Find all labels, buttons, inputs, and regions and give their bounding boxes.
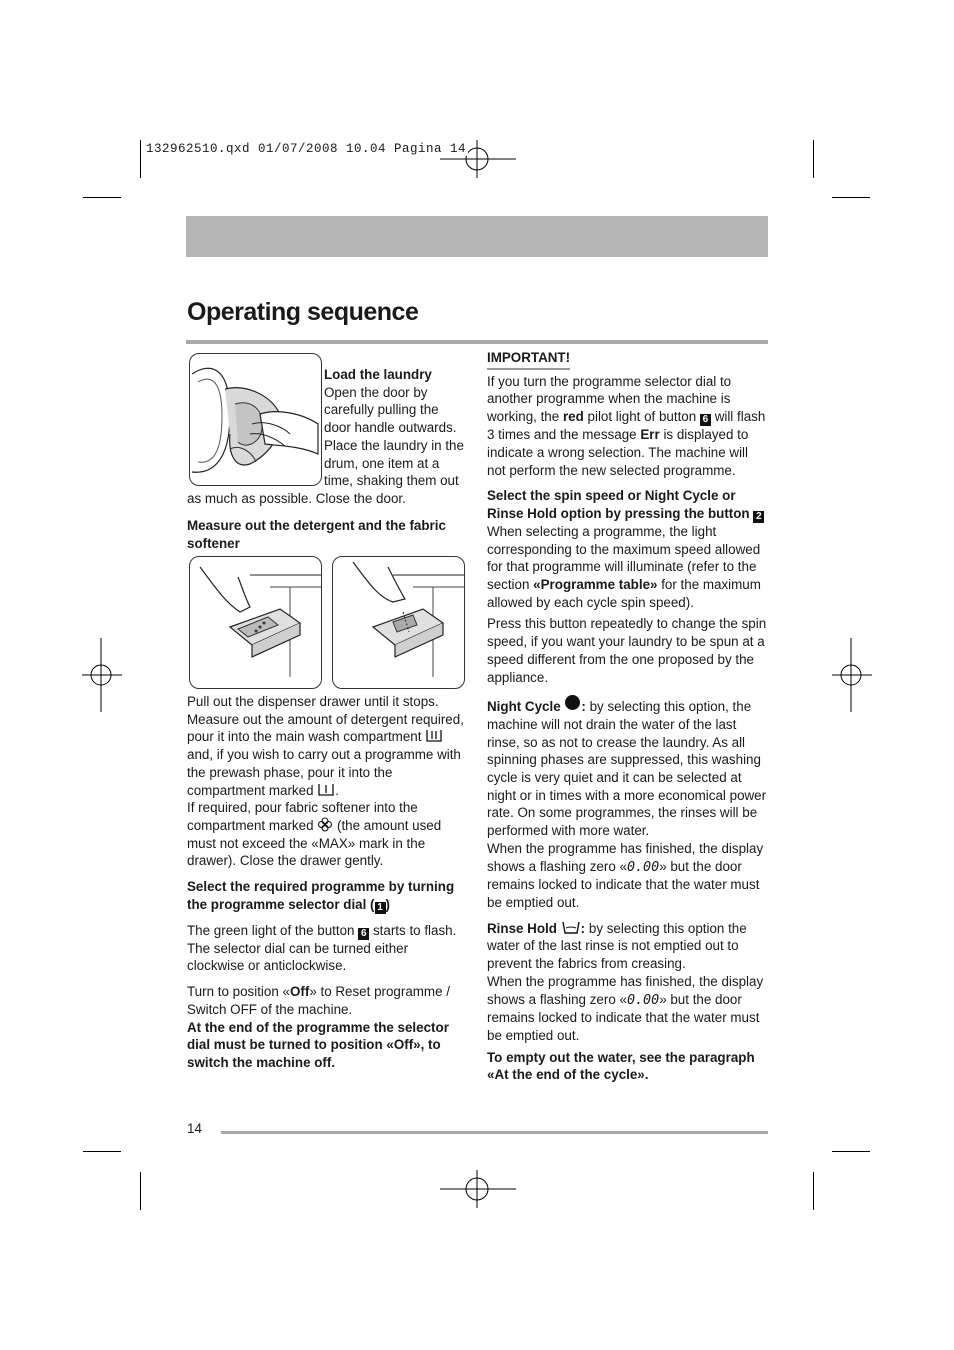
page-title: Operating sequence [187, 298, 419, 326]
crop-mark [832, 1151, 870, 1152]
load-laundry-illustration [189, 353, 322, 486]
registration-mark-icon [80, 636, 124, 716]
spin-text: Press this button repeatedly to change the spin speed, if you want your laundry to be spun at a speed different from the one proposed by the appliance. [487, 616, 767, 685]
main-wash-compartment-icon [425, 729, 443, 743]
display-zero: 0.00 [626, 992, 660, 1008]
spin-text: for the maximum allowed by each cycle spin speed). [487, 577, 761, 610]
measure-text: and, if you wish to carry out a programme with the prewash phase, pour it into the compartment marked [187, 747, 461, 798]
footer-rule [221, 1131, 768, 1134]
empty-water-note: To empty out the water, see the paragraph «At the end of the cycle». [487, 1049, 755, 1083]
turn-off-text: Turn to position « [187, 984, 290, 1000]
rinse-hold-colon: : [580, 920, 586, 936]
load-line: Open the door by [324, 384, 428, 400]
button-number-badge: 2 [753, 511, 764, 523]
crop-mark [140, 140, 141, 178]
crop-mark [832, 197, 870, 198]
load-laundry-tail [187, 490, 469, 508]
rinse-end-text: When the programme has finished, the display shows a flashing zero « [487, 973, 764, 1007]
crop-mark [83, 197, 121, 198]
crop-mark [83, 1151, 121, 1152]
off-label: Off [289, 984, 310, 1000]
dispenser-drawer-illustration-2 [332, 556, 465, 689]
softener-text: (the amount used must not exceed the «MAX» mark in the drawer). Close the drawer gently. [187, 817, 442, 869]
important-text: is displayed to indicate a wrong selection. The machine will not perform the new selected programme. [487, 427, 749, 478]
load-line: drum, one item at a [324, 455, 440, 471]
display-zero: 0.00 [626, 859, 660, 875]
left-column-lower [187, 693, 469, 1072]
load-line: carefully pulling the [324, 402, 439, 418]
fabric-softener-flower-icon [317, 817, 333, 832]
crop-mark [140, 1172, 141, 1210]
registration-mark-icon [438, 120, 518, 200]
rinse-hold-label: Rinse Hold [487, 920, 557, 936]
select-programme-heading: ) [385, 896, 390, 912]
rinse-hold-text: by selecting this option the water of the last rinse is not emptied out to prevent the fabrics from creasing. [487, 920, 747, 972]
dispenser-drawer-illustration-1 [189, 556, 322, 689]
end-of-programme-text: At the end of the programme the selector dial must be turned to position « [187, 1019, 449, 1053]
softener-text: If required, pour fabric softener into the compartment marked [187, 800, 418, 833]
load-line: door handle outwards. [324, 420, 457, 436]
err-message: Err [640, 427, 660, 443]
registration-mark-icon [438, 1150, 518, 1230]
page-number: 14 [187, 1121, 202, 1136]
select-programme-heading: Select the required programme by turning the programme selector dial ( [187, 879, 455, 912]
prewash-compartment-icon [317, 783, 335, 797]
night-cycle-colon: : [581, 699, 586, 715]
crop-mark [813, 140, 814, 178]
red-label: red [562, 409, 584, 425]
measure-heading: Measure out the detergent and the fabric softener [187, 518, 446, 551]
important-heading: IMPORTANT! [487, 349, 570, 370]
night-end-text: » but the door remains locked to indicate that the water must be emptied out. [487, 858, 760, 910]
measure-text: . [335, 782, 339, 798]
load-line: Place the laundry in the [324, 437, 464, 453]
button-number-badge: 6 [700, 414, 711, 426]
load-line: time, shaking them out [324, 473, 459, 489]
programme-table-ref: «Programme table» [533, 577, 658, 593]
green-light-text: The green light of the button [187, 922, 355, 938]
measure-text: Pull out the dispenser drawer until it stops. Measure out the amount of detergent required, pour it into the main wash compartment [187, 694, 464, 745]
off-label: Off [393, 1037, 414, 1053]
turn-off-text: » to Reset programme / Switch OFF of the machine. [187, 984, 450, 1017]
load-laundry-heading: Load the laundry [324, 367, 432, 382]
important-text: pilot light of button [587, 409, 697, 425]
button-number-badge: 1 [375, 902, 386, 914]
night-cycle-label: Night Cycle [487, 699, 561, 715]
button-number-badge: 6 [358, 928, 369, 940]
end-of-programme-text: », to switch the machine off. [187, 1037, 441, 1070]
green-light-text: starts to flash. The selector dial can be turned either clockwise or anticlockwise. [187, 922, 457, 974]
important-text: will flash 3 times and the message [487, 409, 766, 443]
spin-speed-heading: Select the spin speed or Night Cycle or Rinse Hold option by pressing the button [487, 488, 750, 521]
night-cycle-icon [564, 694, 581, 711]
important-text: If you turn the programme selector dial to another programme when the machine is working, the [487, 373, 732, 425]
section-header-bar [186, 216, 768, 257]
load-tail-text: as much as possible. Close the door. [187, 491, 406, 506]
right-column [487, 349, 770, 1084]
registration-mark-icon [830, 636, 874, 716]
spin-text: When selecting a programme, the light corresponding to the maximum speed allowed for that programme will illuminate (refer to the section [487, 523, 761, 593]
night-end-text: When the programme has finished, the display shows a flashing zero « [487, 840, 764, 874]
load-laundry-section [324, 366, 469, 490]
rinse-hold-icon [561, 920, 581, 935]
crop-mark [813, 1172, 814, 1210]
rinse-end-text: » but the door remains locked to indicate that the water must be emptied out. [487, 991, 760, 1043]
night-cycle-text: by selecting this option, the machine will not drain the water of the last rinse, so as not to crease the laundry. As all spinning phases are suppressed, this washing cycle is very quiet and it can be selected at night or in times with a more economical power rate. On some programmes, the rinses will be performed with more water. [487, 699, 767, 839]
file-header: 132962510.qxd 01/07/2008 10.04 Pagina 14 [146, 142, 467, 156]
title-rule [186, 340, 768, 344]
